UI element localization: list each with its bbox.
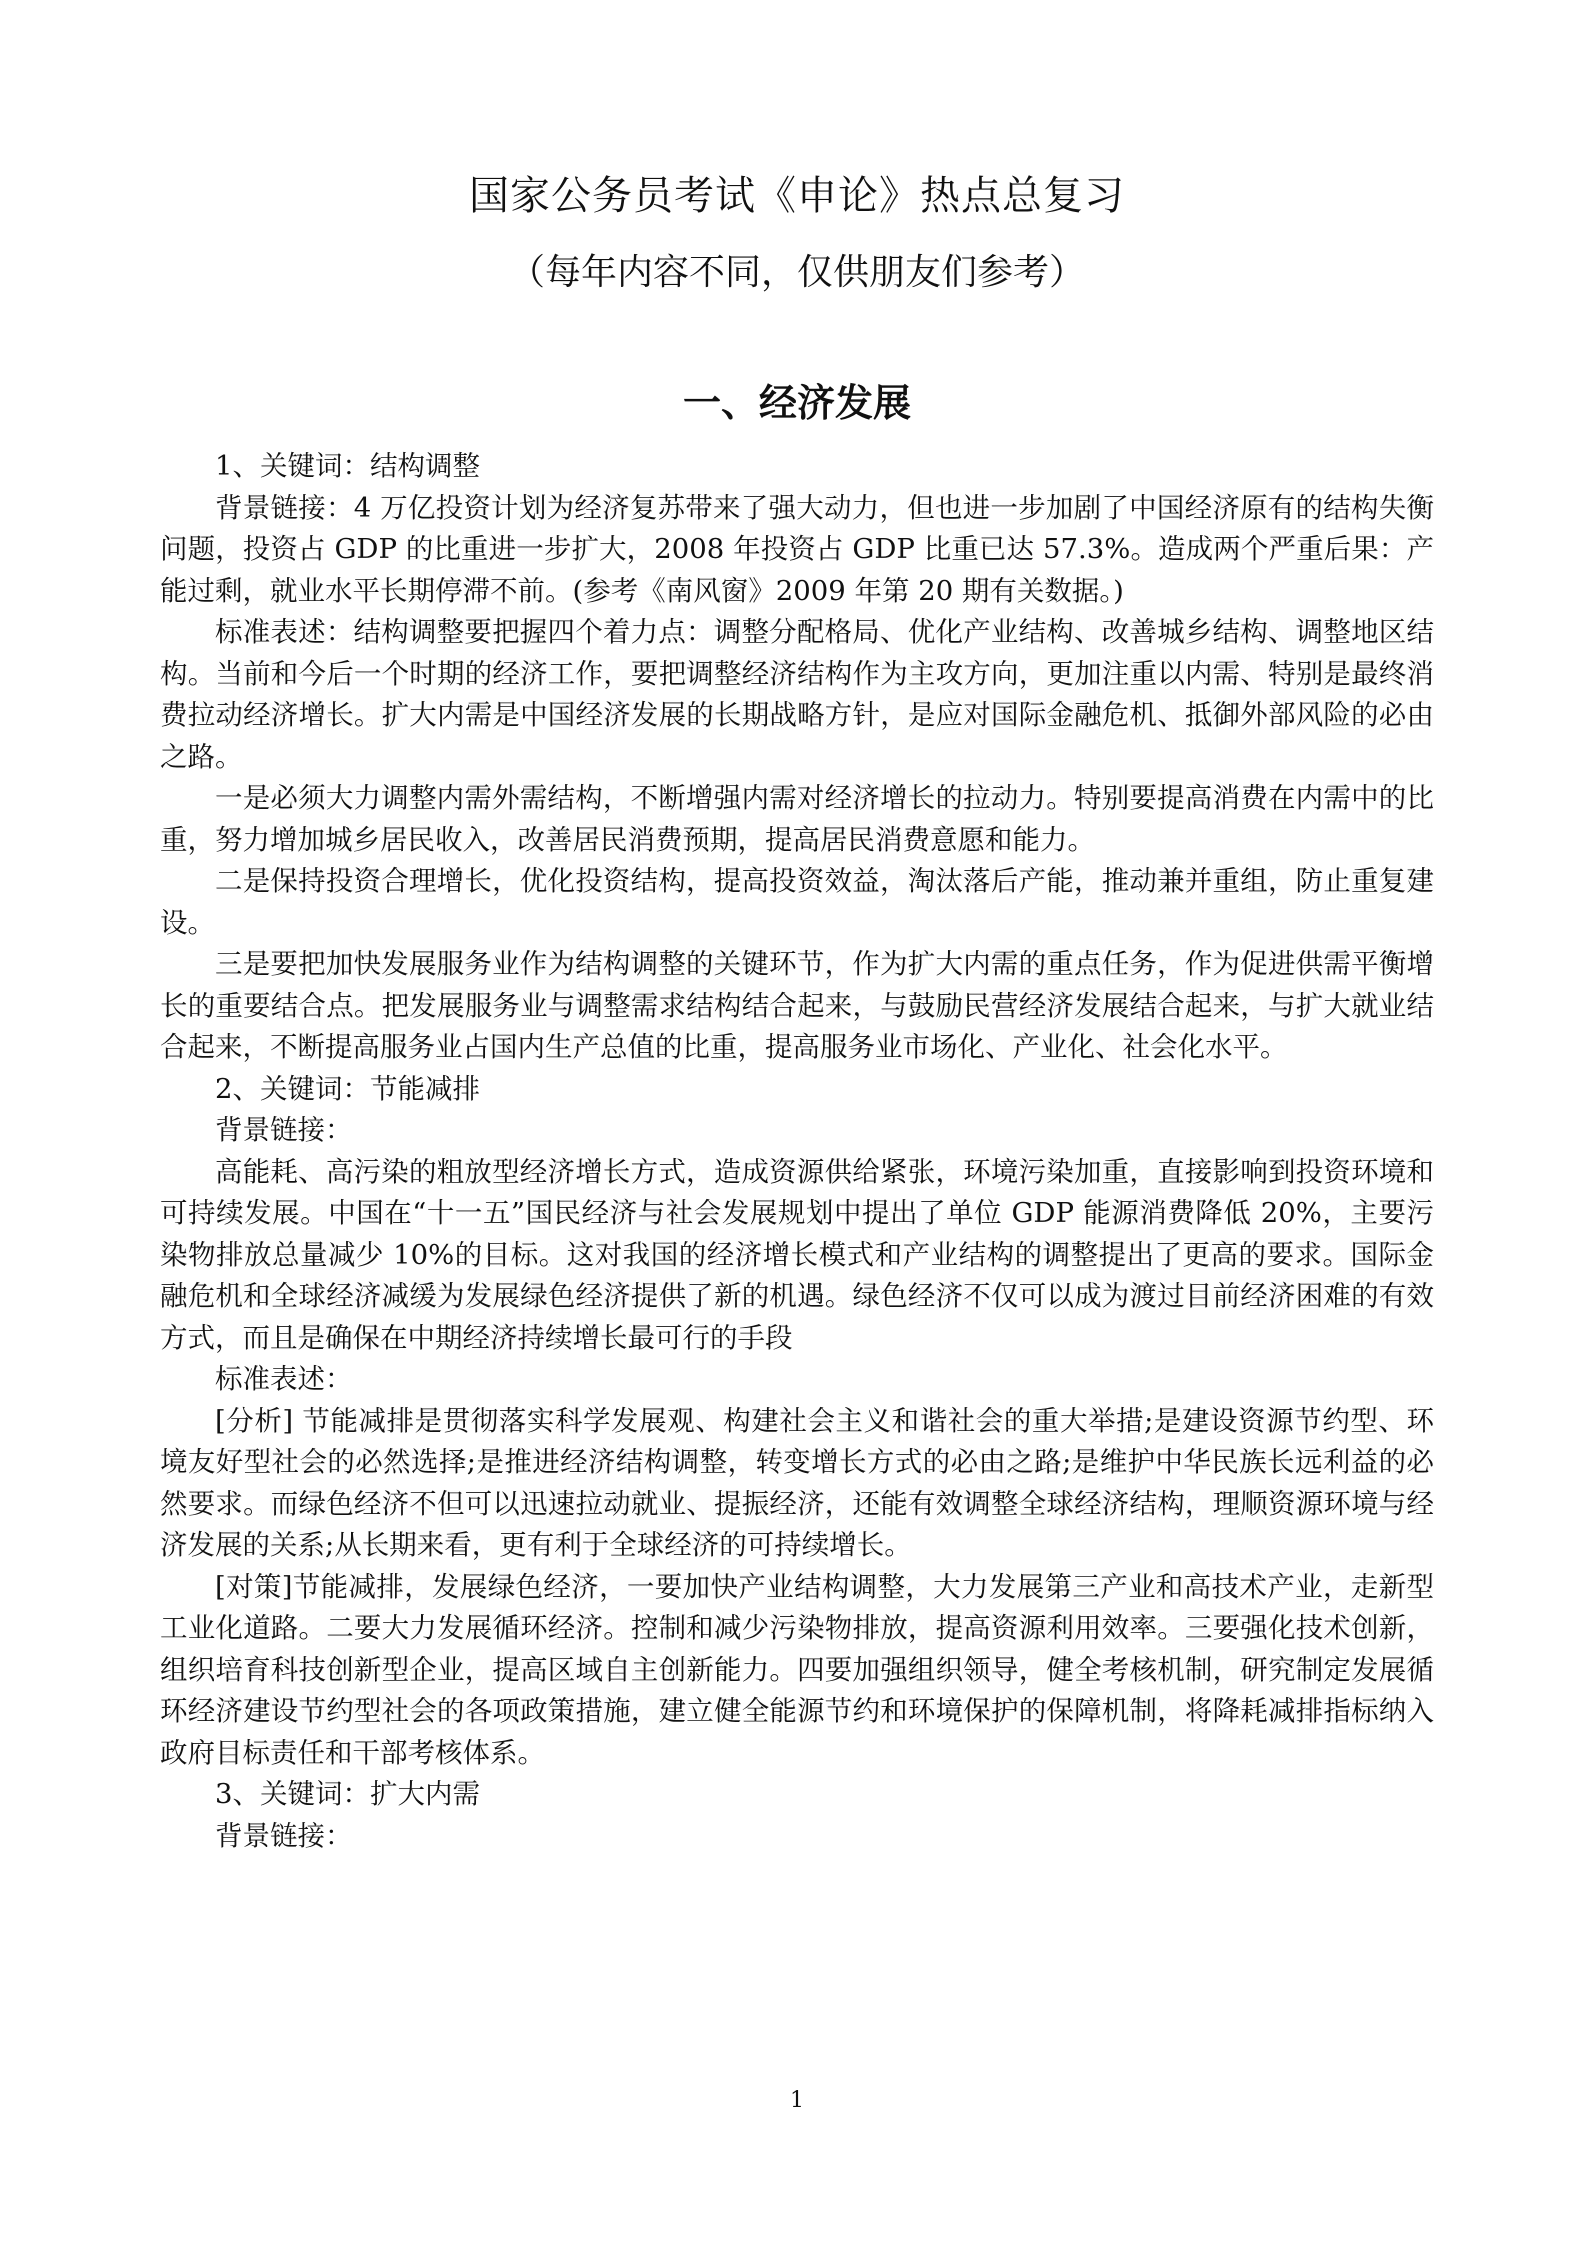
document-body	[160, 446, 1434, 1857]
paragraph-point-2: 二是保持投资合理增长，优化投资结构，提高投资效益，淘汰落后产能，推动兼并重组，防止重复建设。	[160, 865, 1434, 939]
keyword-heading-2: 2、关键词：节能减排	[215, 1072, 480, 1105]
paragraph-point-3: 三是要把加快发展服务业作为结构调整的关键环节，作为扩大内需的重点任务，作为促进供需平衡增长的重要结合点。把发展服务业与调整需求结构结合起来，与鼓励民营经济发展结合起来，与扩大就业结合起来，不断提高服务业占国内生产总值的比重，提高服务业市场化、产业化、社会化水平。	[160, 948, 1434, 1063]
keyword-heading-1: 1、关键词：结构调整	[215, 450, 480, 482]
paragraph-standard-label-2: 标准表述：	[215, 1363, 353, 1395]
document-title: 国家公务员考试《申论》热点总复习	[469, 173, 1125, 219]
paragraph-background-label-2: 背景链接：	[215, 1114, 353, 1146]
paragraph-background-2: 高能耗、高污染的粗放型经济增长方式，造成资源供给紧张，环境污染加重，直接影响到投资环境和可持续发展。中国在“十一五”国民经济与社会发展规划中提出了单位 GDP 能源消费降低 20%，主要污染物排放总量减少 10%的目标。这对我国的经济增长模式和产业结构的调整提出了更高的要求。国际金融危机和全球经济减缓为发展绿色经济提供了新的机遇。绿色经济不仅可以成为渡过目前经济困难的有效方式，而且是确保在中期经济持续增长最可行的手段	[160, 1155, 1434, 1354]
paragraph-analysis: [分析] 节能减排是贯彻落实科学发展观、构建社会主义和谐社会的重大举措;是建设资源节约型、环境友好型社会的必然选择;是推进经济结构调整，转变增长方式的必由之路;是维护中华民族长远利益的必然要求。而绿色经济不但可以迅速拉动就业、提振经济，还能有效调整全球经济结构，理顺资源环境与经济发展的关系;从长期来看，更有利于全球经济的可持续增长。	[160, 1404, 1434, 1561]
paragraph-standard-1: 标准表述：结构调整要把握四个着力点：调整分配格局、优化产业结构、改善城乡结构、调整地区结构。当前和今后一个时期的经济工作，要把调整经济结构作为主攻方向，更加注重以内需、特别是最终消费拉动经济增长。扩大内需是中国经济发展的长期战略方针，是应对国际金融危机、抵御外部风险的必由之路。	[160, 616, 1434, 773]
page-number: 1	[790, 2088, 804, 2113]
keyword-heading-3: 3、关键词：扩大内需	[215, 1778, 480, 1810]
document-subtitle: （每年内容不同，仅供朋友们参考）	[508, 252, 1085, 293]
section-heading: 一、经济发展	[682, 380, 911, 425]
paragraph-measures: [对策]节能减排，发展绿色经济，一要加快产业结构调整，大力发展第三产业和高技术产业，走新型工业化道路。二要大力发展循环经济。控制和减少污染物排放，提高资源利用效率。三要强化技术创新，组织培育科技创新型企业，提高区域自主创新能力。四要加强组织领导，健全考核机制，研究制定发展循环经济建设节约型社会的各项政策措施，建立健全能源节约和环境保护的保障机制，将降耗减排指标纳入政府目标责任和干部考核体系。	[160, 1570, 1434, 1769]
paragraph-background-label-3: 背景链接：	[215, 1819, 353, 1852]
paragraph-background-1: 背景链接：4 万亿投资计划为经济复苏带来了强大动力，但也进一步加剧了中国经济原有的结构失衡问题，投资占 GDP 的比重进一步扩大，2008 年投资占 GDP 比重已达 57.3%。造成两个严重后果：产能过剩，就业水平长期停滞不前。(参考《南风窗》2009 年第 20 期有关数据。)	[160, 491, 1434, 607]
paragraph-point-1: 一是必须大力调整内需外需结构，不断增强内需对经济增长的拉动力。特别要提高消费在内需中的比重，努力增加城乡居民收入，改善居民消费预期，提高居民消费意愿和能力。	[160, 782, 1434, 856]
